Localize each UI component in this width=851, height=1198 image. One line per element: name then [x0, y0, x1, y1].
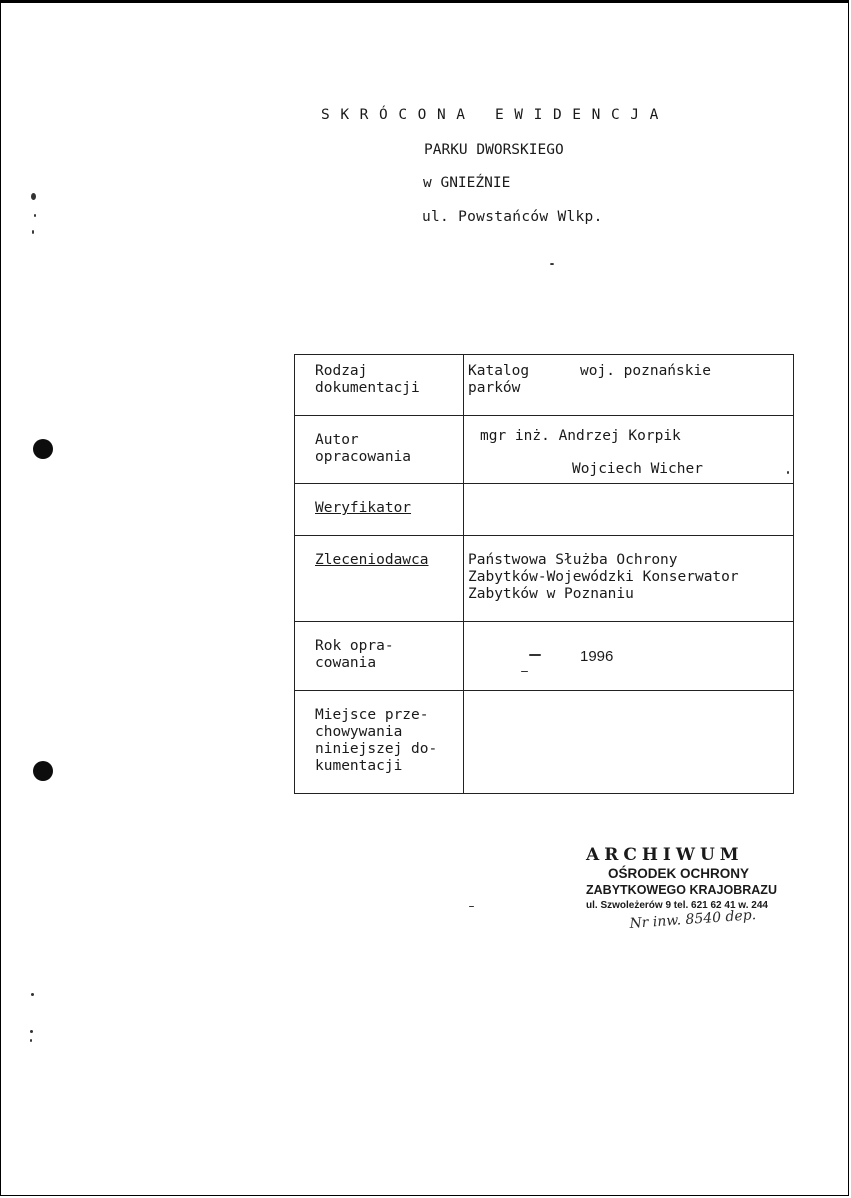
- table-row: [295, 622, 794, 691]
- table-row: [295, 691, 794, 794]
- row-label: Weryfikator: [295, 484, 464, 536]
- table-row: [295, 484, 794, 536]
- document-title: SKRÓCONA EWIDENCJA: [321, 107, 669, 123]
- row-value: Katalog woj. poznańskie parków: [464, 355, 794, 416]
- scan-speck: [34, 214, 36, 217]
- row-value: 1996: [464, 622, 794, 691]
- row-label: Rok opra- cowania: [295, 622, 464, 691]
- stamp-institution-2: ZABYTKOWEGO KRAJOBRAZU: [586, 883, 777, 897]
- scan-speck: [529, 654, 541, 656]
- scan-speck: [550, 263, 554, 265]
- row-label: Rodzaj dokumentacji: [295, 355, 464, 416]
- table-row: [295, 536, 794, 622]
- punch-hole-mark: [33, 761, 53, 781]
- archive-stamp: [586, 845, 796, 911]
- row-value: [464, 691, 794, 794]
- row-label: Autor opracowania: [295, 416, 464, 484]
- stamp-title: ARCHIWUM: [586, 845, 744, 865]
- info-table: [294, 354, 794, 794]
- row-value: Państwowa Służba Ochrony Zabytków-Wojewódzki Konserwator Zabytków w Poznaniu: [464, 536, 794, 622]
- scan-speck: [469, 906, 474, 907]
- scan-speck: [521, 671, 528, 672]
- scan-speck: [32, 230, 34, 234]
- table-row: [295, 355, 794, 416]
- row-label: Miejsce prze- chowywania niniejszej do- kumentacji: [295, 691, 464, 794]
- scan-speck: [31, 993, 34, 996]
- scan-speck: [30, 1039, 32, 1042]
- document-address: ul. Powstańców Wlkp.: [422, 209, 603, 225]
- document-location: w GNIEŹNIE: [423, 175, 511, 191]
- document-subtitle: PARKU DWORSKIEGO: [424, 142, 564, 158]
- stamp-institution: OŚRODEK OCHRONY: [608, 866, 750, 881]
- row-value: [464, 484, 794, 536]
- scan-speck: [787, 471, 789, 474]
- scan-speck: [30, 1030, 33, 1033]
- punch-hole-mark: [33, 439, 53, 459]
- stamp-address: ul. Szwoleżerów 9 tel. 621 62 41 w. 244: [586, 900, 768, 911]
- row-value: mgr inż. Andrzej Korpik Wojciech Wicher: [464, 416, 794, 484]
- row-label: Zleceniodawca: [295, 536, 464, 622]
- table-row: [295, 416, 794, 484]
- handwritten-inventory-note: Nr inw. 8540 dep.: [629, 907, 757, 932]
- scan-speck: [31, 193, 36, 200]
